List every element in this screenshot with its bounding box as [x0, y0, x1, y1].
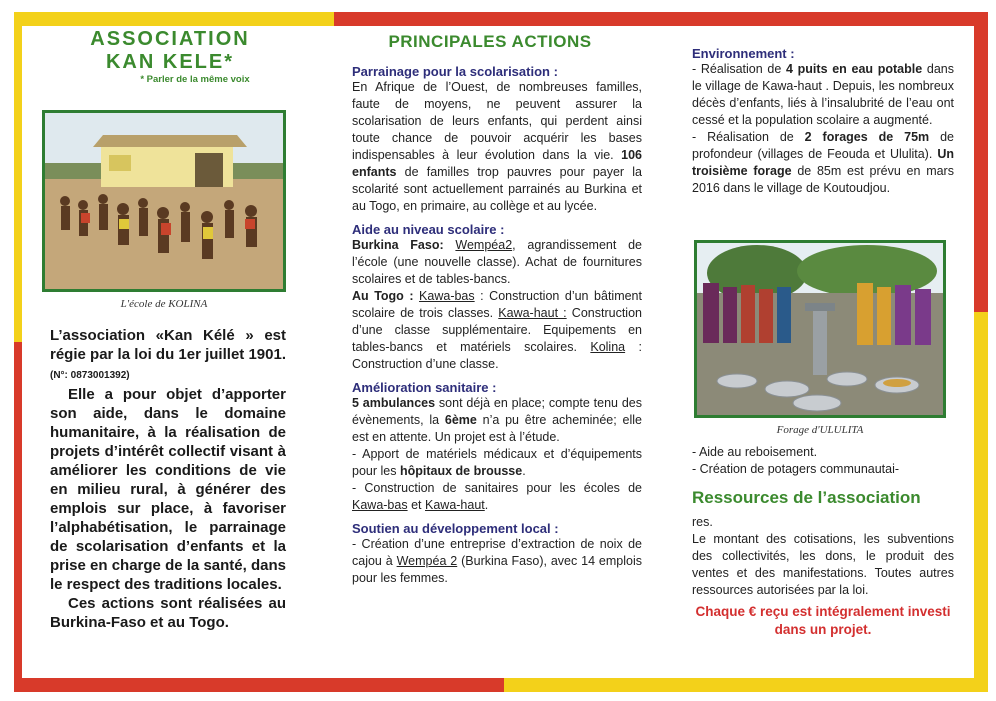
place-kawa-bas: Kawa-bas	[419, 289, 475, 303]
intro-law	[50, 326, 286, 385]
frame-bottom-red	[14, 678, 504, 692]
section-sponsorship-title: Parrainage pour la scolarisation :	[352, 64, 558, 79]
frame-right-yellow	[974, 312, 988, 692]
health-equipment-text: - Apport de matériels médicaux et d’équipements pour les	[352, 447, 642, 478]
intro-law-text: L’association «Kan Kélé » est régie par la loi du 1er juillet 1901.	[50, 327, 286, 363]
burkina-label: Burkina Faso:	[352, 238, 444, 252]
env-wells-text-a: - Réalisation de	[692, 62, 782, 76]
third-borehole: Un troisième forage	[692, 147, 954, 178]
togo-text-3: : Construction d’une classe.	[352, 340, 642, 371]
health-sanitation-text: - Construction de sanitaires pour les écoles de	[352, 481, 642, 495]
env-wells-text-b: dans le village de Kawa-haut . Depuis, les nombreux décès d’enfants, liés à l’insalubrité de l’eau ont cessé et la population scolaire a augmenté.	[692, 62, 954, 127]
borehole-photo	[694, 240, 946, 418]
section-school-togo	[352, 288, 642, 373]
frame-top-yellow	[14, 12, 334, 26]
column-actions	[330, 26, 650, 678]
env-boreholes	[692, 129, 954, 197]
borehole-photo-caption: Forage d'ULULITA	[776, 424, 864, 436]
association-title-line1: ASSOCIATION	[90, 28, 250, 50]
section-health-title: Amélioration sanitaire :	[352, 380, 497, 395]
bush-hospitals: hôpitaux de brousse	[399, 464, 523, 478]
local-dev-text-b: (Burkina Faso), avec 14 emplois pour les femmes.	[352, 554, 642, 585]
health-text-b: n’a pu être acheminée; elle est en attente. Un projet est à l’étude.	[352, 413, 642, 444]
intro-purpose: Elle a pour objet d’apporter son aide, dans le domaine humanitaire, à la réalisation de projets d’intérêt collectif visant à améliorer les conditions de vie en milieu rural, à générer des emplois sur place, à favoriser l’alphabétisation, le parrainage de scolarisation d’enfants et la prise en charge de la santé, dans le respect des traditions locales.	[50, 386, 286, 593]
section-health-ambulances	[352, 395, 642, 446]
association-title-line2: KAN KELE*	[105, 51, 234, 73]
boreholes-count: 2 forages de 75m	[804, 130, 930, 144]
wells-count: 4 puits en eau potable	[786, 62, 923, 76]
place-kolina: Kolina	[590, 340, 626, 354]
association-subtitle: * Parler de la même voix	[140, 74, 250, 85]
env-bore-text-b: de profondeur (villages de Feouda et Ululita).	[692, 130, 954, 161]
section-health-sanitation: - Construction de sanitaires pour les écoles de Kawa-bas et Kawa-haut.	[352, 481, 642, 512]
togo-label: Au Togo :	[352, 289, 414, 303]
school-photo-image	[45, 113, 283, 289]
environment-body	[692, 46, 954, 197]
frame-right-red	[974, 12, 988, 312]
column-association	[22, 26, 318, 678]
sponsorship-text-b: de familles trop pauvres pour payer la scolarité sont actuellement parrainés au Burkina et au Togo, en primaire, au collège et au lycée.	[352, 165, 642, 213]
env-bore-text-c: de 85m est prévu en mars 2016 dans le village de Koutoudjou.	[692, 164, 954, 195]
association-intro	[50, 326, 286, 632]
env-gardens: - Création de potagers communautai-	[692, 462, 900, 476]
place-wempea-2: Wempéa 2	[396, 554, 458, 568]
place-kawa-bas-2: Kawa-bas	[352, 498, 408, 512]
health-text-a: sont déjà en place; compte tenu des évènements, la	[352, 396, 642, 427]
section-sponsorship-text	[352, 79, 642, 215]
place-kawa-haut: Kawa-haut :	[498, 306, 567, 320]
togo-text-1: : Construction d’un bâtiment scolaire de trois classes.	[352, 289, 642, 320]
place-wempea2: Wempéa2	[455, 238, 513, 252]
env-reforestation: - Aide au reboisement.	[692, 445, 818, 459]
section-health-equipment: - Apport de matériels médicaux et d’équipements pour les hôpitaux de brousse.	[352, 447, 642, 478]
sponsorship-count: 106 enfants	[352, 148, 642, 179]
school-photo-caption: L'école de KOLINA	[120, 298, 208, 310]
section-school-burkina	[352, 237, 642, 288]
local-dev-text-a: - Création d’une entreprise d’extraction de noix de cajou à	[352, 537, 642, 568]
section-local-dev-text	[352, 536, 642, 587]
sponsorship-text-a: En Afrique de l’Ouest, de nombreuses familles, faute de moyens, ne peuvent assurer la scolarisation de leurs enfants, qui perdent ainsi toute chance de pouvoir acquérir les bases indispensables à leur évolution dans la vie.	[352, 80, 642, 162]
intro-countries: Ces actions sont réalisées au Burkina-Faso et au Togo.	[50, 595, 286, 631]
resources-continuation: res.	[692, 515, 713, 529]
ambulance-count: 5 ambulances	[352, 396, 436, 410]
resources-title: Ressources de l’association	[692, 488, 921, 507]
actions-body	[352, 64, 642, 587]
column-environment	[670, 26, 970, 678]
env-wells	[692, 61, 954, 129]
intro-registration-number: (N°: 0873001392)	[50, 370, 130, 381]
section-local-dev-title: Soutien au développement local :	[352, 521, 559, 536]
resources-text: Le montant des cotisations, les subventions des collectivités, les dons, le produit des ventes et des manifestations. Toutes autres ressources autorisées par la loi.	[692, 532, 954, 597]
sixth-ambulance: 6ème	[444, 413, 477, 427]
burkina-school-text: , agrandissement de l’école (une nouvelle classe). Achat de fournitures scolaires et de tables-bancs.	[352, 238, 642, 286]
frame-top-red	[334, 12, 988, 26]
and-text: et	[411, 498, 422, 512]
environment-extra	[692, 444, 954, 639]
actions-title: PRINCIPALES ACTIONS	[388, 32, 592, 51]
resources-pledge: Chaque € reçu est intégralement investi dans un projet.	[695, 604, 951, 637]
borehole-photo-image	[697, 243, 943, 415]
school-photo	[42, 110, 286, 292]
section-environment-title: Environnement :	[692, 46, 795, 61]
place-kawa-haut-2: Kawa-haut	[425, 498, 485, 512]
section-school-title: Aide au niveau scolaire :	[352, 222, 505, 237]
frame-bottom-yellow	[504, 678, 988, 692]
env-bore-text-a: - Réalisation de	[692, 130, 794, 144]
togo-text-2: Construction d’une classe supplémentaire. Equipements en tables-bancs et matériels scolaires.	[352, 306, 642, 354]
